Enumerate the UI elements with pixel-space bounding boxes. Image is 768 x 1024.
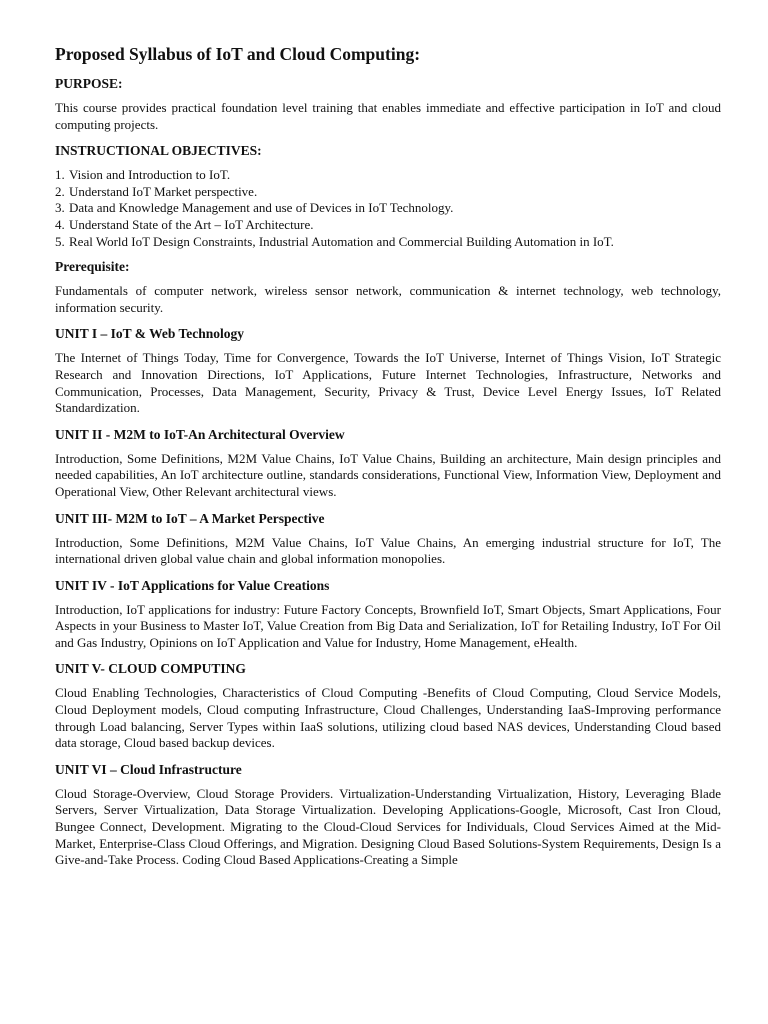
- unit-heading: UNIT III- M2M to IoT – A Market Perspective: [55, 510, 325, 526]
- unit-text: Cloud Storage-Overview, Cloud Storage Providers. Virtualization-Understanding Virtualization, History, Leveraging Blade Servers, Server Virtualization, Data Storage Virtualization. Developing Applications-Google, Microsoft, Cast Iron Cloud, Bungee Connect, Development. Migrating to the Cloud-Cloud Services for Individuals, Cloud Services Aimed at the Mid-Market, Enterprise-Class Cloud Offerings, and Migration. Designing Cloud Based Solutions-System Requirements, Design Is a Give-and-Take Process. Coding Cloud Based Applications-Creating a Simple: [55, 785, 721, 868]
- unit-heading: UNIT IV - IoT Applications for Value Creations: [55, 577, 330, 593]
- objective-item: [55, 200, 721, 217]
- unit-heading: UNIT V- CLOUD COMPUTING: [55, 661, 246, 677]
- page-title: Proposed Syllabus of IoT and Cloud Computing:: [55, 44, 421, 64]
- unit-heading: UNIT I – IoT & Web Technology: [55, 326, 245, 342]
- unit-text: Introduction, IoT applications for industry: Future Factory Concepts, Brownfield IoT, Smart Objects, Smart Applications, Four Aspects in your Business to Master IoT, Value Creation from Big Data and Serialization, IoT for Retailing Industry, IoT For Oil and Gas Industry, Opinions on IoT Application and Value for Industry, Home Management, eHealth.: [55, 601, 721, 650]
- objective-text: Understand IoT Market perspective.: [69, 183, 258, 199]
- objective-text: Understand State of the Art – IoT Architecture.: [69, 216, 314, 232]
- objective-item: [55, 234, 721, 251]
- objective-text: Vision and Introduction to IoT.: [69, 167, 231, 183]
- unit-text: Introduction, Some Definitions, M2M Value Chains, IoT Value Chains, Building an architecture, Main design principles and needed capabilities, An IoT architecture outline, standards considerations, Functional View, Information View, Deployment and Operational View, Other Relevant architectural views.: [55, 450, 721, 499]
- objective-item: [55, 167, 721, 184]
- objective-item: [55, 217, 721, 234]
- objectives-heading: INSTRUCTIONAL OBJECTIVES:: [55, 143, 262, 159]
- objective-number: 3.: [55, 200, 65, 216]
- prerequisite-heading: Prerequisite:: [55, 259, 130, 275]
- objective-number: 5.: [55, 233, 65, 249]
- objectives-list: [55, 167, 721, 250]
- objective-number: 4.: [55, 216, 65, 232]
- unit-text: Introduction, Some Definitions, M2M Value Chains, IoT Value Chains, An emerging industrial structure for IoT, The international driven global value chain and global information monopolies.: [55, 534, 721, 567]
- objective-number: 1.: [55, 167, 65, 183]
- objective-text: Data and Knowledge Management and use of Devices in IoT Technology.: [69, 200, 454, 216]
- purpose-heading: PURPOSE:: [55, 76, 123, 91]
- purpose-text: This course provides practical foundation level training that enables immediate and effective participation in IoT and cloud computing projects.: [55, 100, 721, 132]
- objective-number: 2.: [55, 183, 65, 199]
- objective-text: Real World IoT Design Constraints, Industrial Automation and Commercial Building Automation in IoT.: [69, 233, 614, 249]
- prerequisite-text: Fundamentals of computer network, wireless sensor network, communication & internet technology, web technology, information security.: [55, 283, 721, 315]
- unit-text: Cloud Enabling Technologies, Characteristics of Cloud Computing -Benefits of Cloud Computing, Cloud Service Models, Cloud Deployment models, Cloud computing Infrastructure, Cloud Challenges, Understanding IaaS-Improving performance through Load balancing, Server Types within IaaS solutions, utilizing cloud based NAS devices, Understanding Cloud based data storage, Cloud based backup devices.: [55, 685, 721, 751]
- unit-heading: UNIT II - M2M to IoT-An Architectural Overview: [55, 426, 345, 442]
- objective-item: [55, 184, 721, 201]
- unit-text: The Internet of Things Today, Time for Convergence, Towards the IoT Universe, Internet of Things Vision, IoT Strategic Research and Innovation Directions, IoT Applications, Future Internet Technologies, Infrastructure, Networks and Communication, Processes, Data Management, Security, Privacy & Trust, Device Level Energy Issues, IoT Related Standardization.: [55, 350, 721, 416]
- unit-heading: UNIT VI – Cloud Infrastructure: [55, 761, 242, 777]
